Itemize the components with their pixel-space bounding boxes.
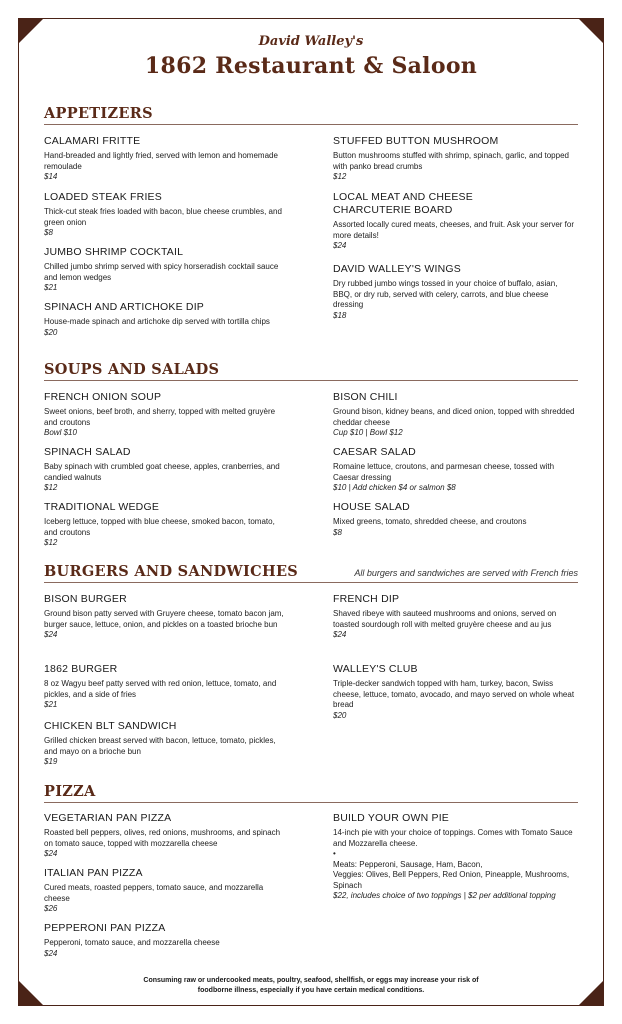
restaurant-subtitle: David Walley's — [258, 34, 364, 49]
item-name: STUFFED BUTTON MUSHROOM — [333, 135, 499, 147]
burgers-right-column — [333, 593, 577, 721]
allergen-disclaimer — [0, 976, 622, 996]
item-price: $22, includes choice of two toppings | $2 per additional topping — [333, 891, 556, 900]
item-price: $21 — [44, 700, 58, 709]
menu-item — [44, 812, 288, 867]
item-price: $10 | Add chicken $4 or salmon $8 — [333, 483, 456, 492]
section-title: APPETIZERS — [44, 105, 153, 122]
item-name: PEPPERONI PAN PIZZA — [44, 922, 166, 934]
item-price: $18 — [333, 310, 347, 320]
item-price: $21 — [44, 283, 58, 292]
item-description: Assorted locally cured meats, cheeses, and fruit. Ask your server for more details! — [333, 220, 574, 240]
appetizers-right-column — [333, 135, 577, 321]
item-description: 14-inch pie with your choice of toppings. Comes with Tomato Sauce and Mozzarella cheese. — [333, 828, 573, 848]
menu-item — [44, 501, 288, 549]
item-name: CAESAR SALAD — [333, 446, 416, 458]
pizza-right-column — [333, 812, 577, 902]
item-name: BUILD YOUR OWN PIE — [333, 812, 450, 824]
item-name: DAVID WALLEY'S WINGS — [333, 263, 461, 275]
menu-item — [333, 501, 577, 538]
restaurant-title: 1862 Restaurant & Saloon — [144, 53, 478, 79]
item-name: ITALIAN PAN PIZZA — [44, 867, 143, 879]
item-description: Sweet onions, beef broth, and sherry, topped with melted gruyère and croutons — [44, 407, 276, 427]
item-price: Cup $10 | Bowl $12 — [333, 428, 403, 437]
meats-toppings: Meats: Pepperoni, Sausage, Ham, Bacon, — [333, 859, 483, 869]
item-description: 8 oz Wagyu beef patty served with red onion, lettuce, tomato, and pickles, and a side of fries — [44, 679, 277, 699]
item-price: $8 — [333, 527, 342, 537]
item-description: Mixed greens, tomato, shredded cheese, and croutons — [333, 517, 527, 526]
item-price: $24 — [333, 630, 347, 639]
item-description: Button mushrooms stuffed with shrimp, spinach, garlic, and topped with panko bread crumbs — [333, 151, 569, 171]
menu-item — [44, 922, 288, 959]
menu-item — [44, 135, 288, 191]
menu-item — [333, 446, 577, 501]
menu-item — [333, 593, 577, 663]
item-description: Baby spinach with crumbled goat cheese, apples, cranberries, and candied walnuts — [44, 462, 280, 482]
section-title: SOUPS AND SALADS — [44, 361, 220, 378]
disclaimer-line: Consuming raw or undercooked meats, poultry, seafood, shellfish, or eggs may increase your risk of — [143, 977, 479, 984]
soups-right-column — [333, 391, 577, 538]
section-header-soups-and-salads — [44, 360, 578, 381]
item-price: $24 — [333, 241, 347, 250]
section-header-pizza — [44, 782, 578, 803]
item-description: Dry rubbed jumbo wings tossed in your choice of buffalo, asian, BBQ, or dry rub, served with celery, carrots, and blue cheese dressing — [333, 279, 558, 309]
item-name: BISON CHILI — [333, 391, 398, 403]
item-price: $26 — [44, 904, 58, 913]
item-price: $20 — [44, 327, 58, 337]
item-description: Ground bison, kidney beans, and diced onion, topped with shredded cheddar cheese — [333, 407, 575, 427]
section-note: All burgers and sandwiches are served with French fries — [354, 568, 578, 578]
menu-item — [333, 391, 577, 446]
menu-item — [333, 663, 577, 721]
pizza-left-column — [44, 812, 288, 959]
item-price: $12 — [44, 483, 58, 492]
menu-item — [44, 593, 288, 663]
item-description: House-made spinach and artichoke dip served with tortilla chips — [44, 317, 270, 326]
item-name: LOADED STEAK FRIES — [44, 191, 162, 203]
section-header-appetizers — [44, 104, 578, 125]
item-name: HOUSE SALAD — [333, 501, 410, 513]
menu-item — [44, 720, 288, 768]
menu-item — [333, 135, 577, 191]
menu-item — [333, 263, 577, 321]
menu-item — [44, 446, 288, 501]
item-name: FRENCH ONION SOUP — [44, 391, 162, 403]
section-title: BURGERS AND SANDWICHES — [44, 563, 299, 580]
section-header-burgers-and-sandwiches — [44, 562, 578, 583]
section-title: PIZZA — [44, 783, 96, 800]
item-name: TRADITIONAL WEDGE — [44, 501, 160, 513]
item-name: SPINACH AND ARTICHOKE DIP — [44, 301, 205, 313]
menu-item — [44, 301, 288, 338]
menu-item — [44, 391, 288, 446]
disclaimer-line: foodborne illness, especially if you have certain medical conditions. — [197, 987, 425, 994]
item-price: $12 — [333, 172, 347, 181]
item-description: Thick-cut steak fries loaded with bacon, blue cheese crumbles, and green onion — [44, 207, 282, 227]
item-name: 1862 BURGER — [44, 663, 118, 675]
item-name: VEGETARIAN PAN PIZZA — [44, 812, 172, 824]
soups-left-column — [44, 391, 288, 549]
item-name: SPINACH SALAD — [44, 446, 131, 458]
menu-header — [0, 34, 622, 79]
item-price: $20 — [333, 710, 347, 720]
item-price: $24 — [44, 849, 58, 858]
menu-item — [44, 663, 288, 720]
bullet-icon: • — [333, 849, 336, 858]
item-price: $24 — [44, 948, 58, 958]
item-description: Cured meats, roasted peppers, tomato sauce, and mozzarella cheese — [44, 883, 264, 903]
item-price: $12 — [44, 538, 58, 547]
item-description: Roasted bell peppers, olives, red onions, mushrooms, and spinach on tomato sauce, topped with mozzarella cheese — [44, 828, 281, 848]
item-description: Triple-decker sandwich topped with ham, turkey, bacon, Swiss cheese, lettuce, tomato, avocado, and mayo served on whole wheat bread — [333, 679, 575, 709]
item-name: WALLEY'S CLUB — [333, 663, 418, 675]
item-price: Bowl $10 — [44, 428, 77, 437]
item-name: CALAMARI FRITTE — [44, 135, 141, 147]
item-price: $14 — [44, 172, 58, 181]
item-price: $24 — [44, 630, 58, 639]
menu-item — [333, 191, 577, 263]
item-price: $19 — [44, 757, 58, 766]
menu-item — [44, 867, 288, 922]
item-description: Hand-breaded and lightly fried, served with lemon and homemade remoulade — [44, 151, 278, 171]
item-description: Romaine lettuce, croutons, and parmesan cheese, tossed with Caesar dressing — [333, 462, 555, 482]
item-name: JUMBO SHRIMP COCKTAIL — [44, 246, 184, 258]
item-name: BISON BURGER — [44, 593, 127, 605]
menu-item-build-your-own-pie — [333, 812, 577, 902]
item-description: Pepperoni, tomato sauce, and mozzarella cheese — [44, 938, 220, 947]
item-name: LOCAL MEAT AND CHEESE CHARCUTERIE BOARD — [333, 191, 473, 216]
item-description: Iceberg lettuce, topped with blue cheese, smoked bacon, tomato, and croutons — [44, 517, 275, 537]
item-description: Shaved ribeye with sauteed mushrooms and onions, served on toasted sourdough roll with melted gruyère cheese and au jus — [333, 609, 557, 629]
item-name: CHICKEN BLT SANDWICH — [44, 720, 177, 732]
veggie-toppings: Veggies: Olives, Bell Peppers, Red Onion, Pineapple, Mushrooms, Spinach — [333, 870, 570, 890]
menu-item — [44, 246, 288, 301]
item-description: Chilled jumbo shrimp served with spicy horseradish cocktail sauce and lemon wedges — [44, 262, 279, 282]
appetizers-left-column — [44, 135, 288, 338]
item-description: Ground bison patty served with Gruyere cheese, tomato bacon jam, burger sauce, lettuce, onion, and pickles on a toasted brioche bun — [44, 609, 284, 629]
menu-item — [44, 191, 288, 246]
item-description: Grilled chicken breast served with bacon, lettuce, tomato, pickles, and mayo on a brioche bun — [44, 736, 276, 756]
item-name: FRENCH DIP — [333, 593, 400, 605]
item-price: $8 — [44, 228, 53, 237]
burgers-left-column — [44, 593, 288, 768]
